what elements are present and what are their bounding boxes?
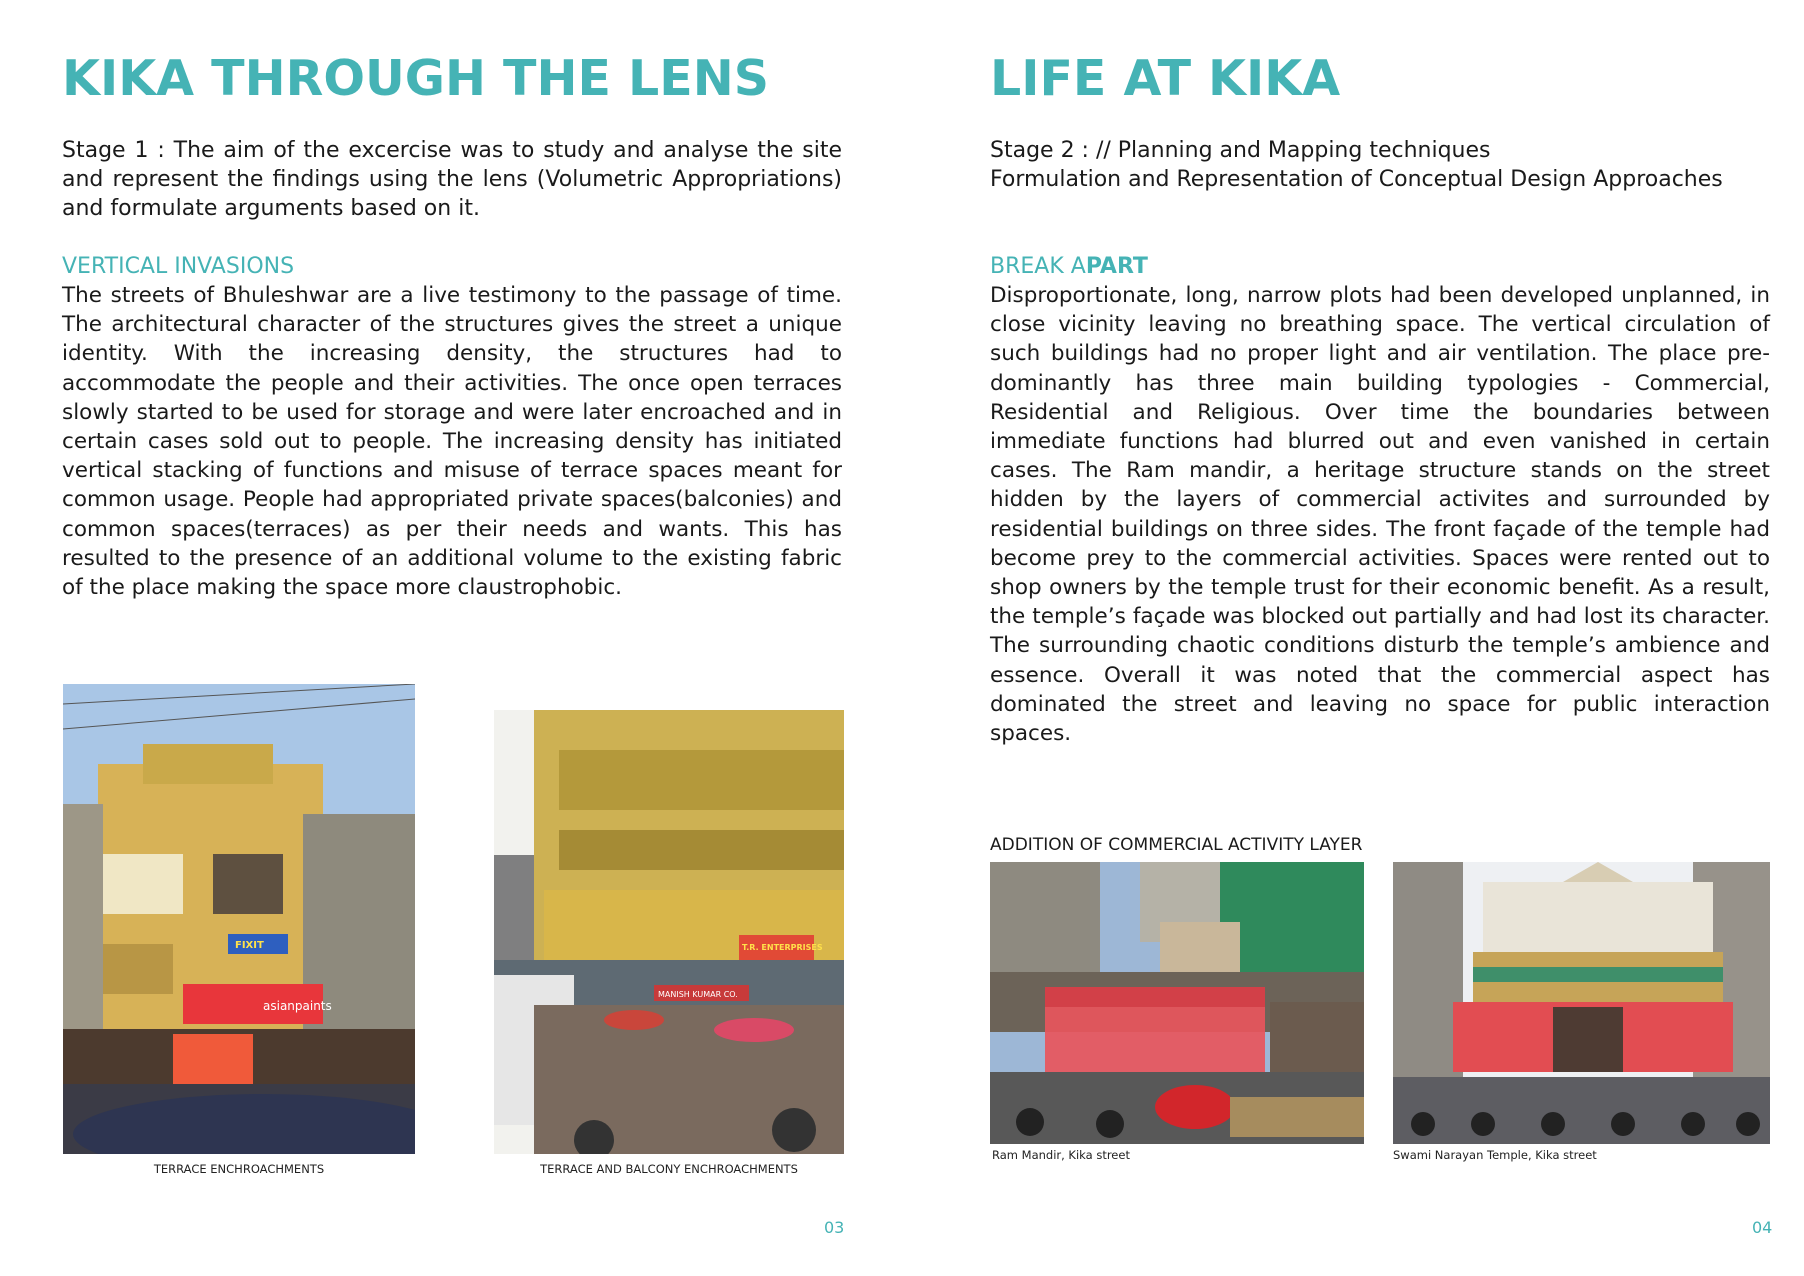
sign-manish-kumar: MANISH KUMAR CO.: [658, 990, 738, 999]
sign-tr-enterprises: T.R. ENTERPRISES: [742, 943, 823, 952]
right-page-title: LIFE AT KIKA: [990, 50, 1341, 107]
stage-2-line-1: Stage 2 : // Planning and Mapping techniques: [990, 138, 1491, 163]
break-apart-heading-bold: PART: [1085, 254, 1148, 279]
break-apart-heading: [990, 252, 1148, 281]
terrace-encroachments-caption: TERRACE ENCHROACHMENTS: [153, 1162, 325, 1176]
stage-1-label: Stage 1 :: [62, 138, 165, 163]
vertical-invasions-body: The streets of Bhuleshwar are a live testimony to the passage of time. The architectural character of the structures gives the street a unique identity. With the increasing density, the structures had to accommodate the people and their activities. The once open terraces slowly started to be used for storage and were later encroached and in certain cases sold out to people. The increasing density has initiated vertical stacking of functions and misuse of terrace spaces meant for common usage. People had appropriated private spaces(balconies) and common spaces(terraces) as per their needs and wants. This has resulted to the presence of an additional volume to the existing fabric of the place making the space more claustrophobic.: [62, 283, 842, 601]
stage-2-paragraph: [990, 136, 1770, 194]
ram-mandir-photo: [990, 862, 1364, 1144]
left-page-title: KIKA THROUGH THE LENS: [62, 50, 770, 107]
swami-narayan-temple-caption: Swami Narayan Temple, Kika street: [1393, 1148, 1597, 1162]
right-page: [990, 0, 1773, 1276]
ram-mandir-caption: Ram Mandir, Kika street: [992, 1148, 1130, 1162]
stage-1-paragraph: [62, 136, 842, 223]
sign-asianpaints: asianpaints: [263, 999, 332, 1013]
terrace-balcony-encroachments-caption: TERRACE AND BALCONY ENCHROACHMENTS: [540, 1162, 798, 1176]
break-apart-heading-light: BREAK A: [990, 254, 1086, 279]
page-number-04: 04: [1752, 1218, 1773, 1237]
vertical-invasions-heading: VERTICAL INVASIONS: [62, 254, 295, 279]
left-page: [62, 0, 845, 1276]
figure-heading: ADDITION OF COMMERCIAL ACTIVITY LAYER: [990, 835, 1363, 855]
stage-2-line-2: Formulation and Representation of Conceptual Design Approaches: [990, 167, 1723, 192]
terrace-balcony-encroachments-photo: [494, 710, 844, 1154]
page-number-03: 03: [824, 1218, 845, 1237]
swami-narayan-temple-photo: [1393, 862, 1770, 1144]
terrace-encroachments-photo: [63, 684, 415, 1154]
break-apart-body: Disproportionate, long, narrow plots had been developed unplanned, in close vicinity leaving no breathing space. The vertical circulation of such buildings had no proper light and air ventilation. The place pre-dominantly has three main building typologies - Commercial, Residential and Religious. Over time the boundaries between immediate functions had blurred out and even vanished in certain cases. The Ram mandir, a heritage structure stands on the street hidden by the layers of commercial activites and surrounded by residential buildings on three sides. The front façade of the temple had become prey to the commercial activities. Spaces were rented out to shop owners by the temple trust for their economic benefit. As a result, the temple’s façade was blocked out partially and had lost its character. The surrounding chaotic conditions disturb the temple’s ambience and essence. Overall it was noted that the commercial aspect has dominated the street and leaving no space for public interaction spaces.: [990, 283, 1770, 747]
sign-fixit: FIXIT: [235, 940, 264, 951]
stage-1-text: The aim of the excercise was to study and analyse the site and represent the findings using the lens (Volumetric Appropriations) and formulate arguments based on it.: [62, 138, 843, 221]
